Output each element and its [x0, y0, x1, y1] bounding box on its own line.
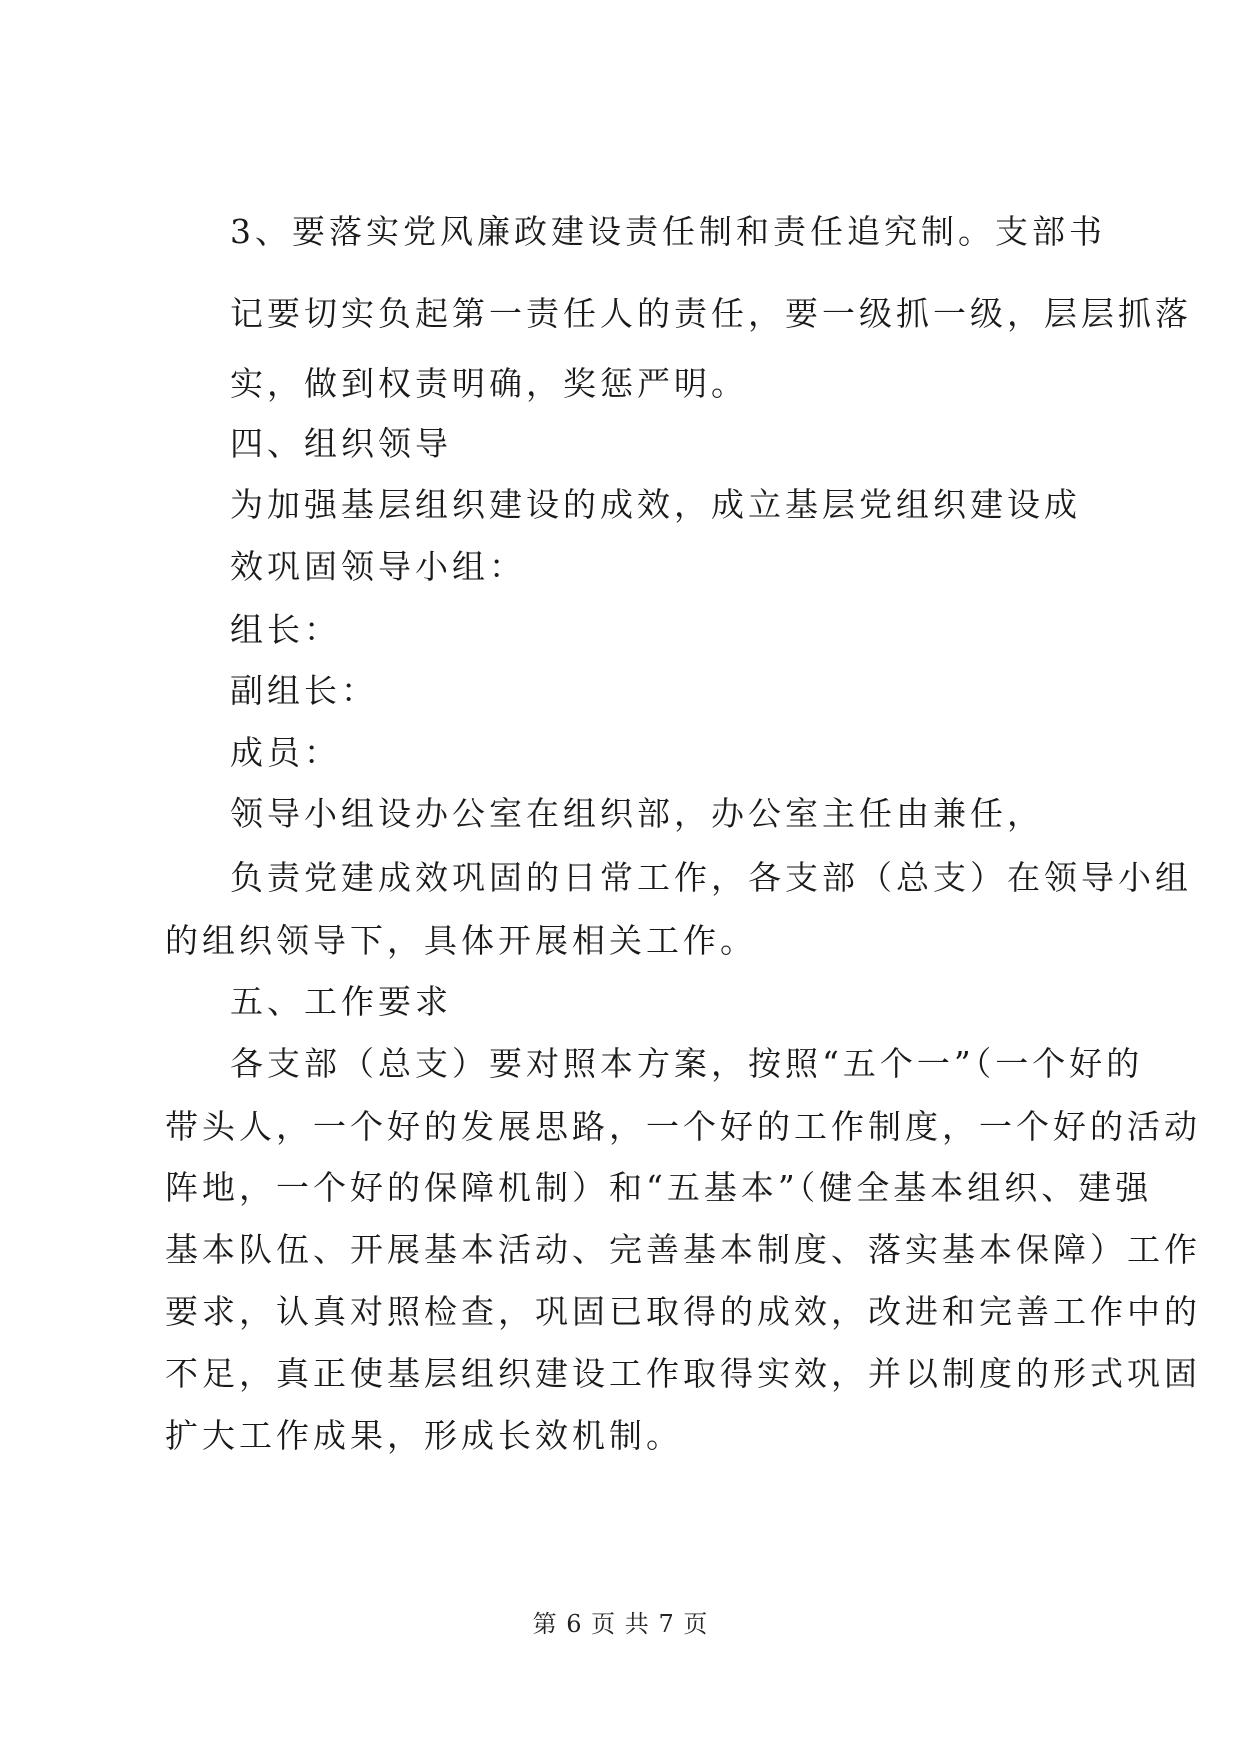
text-line: 记要切实负起第一责任人的责任，要一级抓一级，层层抓落: [230, 294, 1192, 333]
text-line: 组长：: [230, 610, 341, 649]
section-heading: 五、工作要求: [230, 982, 452, 1021]
text-line: 领导小组设办公室在组织部，办公室主任由兼任，: [230, 794, 1044, 833]
text-line: 带头人，一个好的发展思路，一个好的工作制度，一个好的活动: [165, 1107, 1201, 1146]
text-line: 3、要落实党风廉政建设责任制和责任追究制。支部书: [230, 212, 1106, 251]
text-line: 基本队伍、开展基本活动、完善基本制度、落实基本保障）工作: [165, 1230, 1201, 1269]
page-number-footer: 第 6 页 共 7 页: [532, 1610, 709, 1638]
text-line: 的组织领导下，具体开展相关工作。: [165, 921, 757, 960]
text-line: 副组长：: [230, 671, 378, 710]
text-line: 效巩固领导小组：: [230, 547, 526, 586]
section-heading: 四、组织领导: [230, 424, 452, 463]
text-line: 各支部（总支）要对照本方案，按照“五个一”（一个好的: [230, 1044, 1144, 1083]
text-line: 阵地，一个好的保障机制）和“五基本”（健全基本组织、建强: [165, 1168, 1153, 1207]
text-line: 负责党建成效巩固的日常工作，各支部（总支）在领导小组: [230, 858, 1192, 897]
text-line: 扩大工作成果，形成长效机制。: [165, 1416, 683, 1455]
text-line: 实，做到权责明确，奖惩严明。: [230, 364, 748, 403]
text-line: 成员：: [230, 733, 341, 772]
text-line: 要求，认真对照检查，巩固已取得的成效，改进和完善工作中的: [165, 1292, 1201, 1331]
text-line: 不足，真正使基层组织建设工作取得实效，并以制度的形式巩固: [165, 1354, 1201, 1393]
text-line: 为加强基层组织建设的成效，成立基层党组织建设成: [230, 485, 1081, 524]
